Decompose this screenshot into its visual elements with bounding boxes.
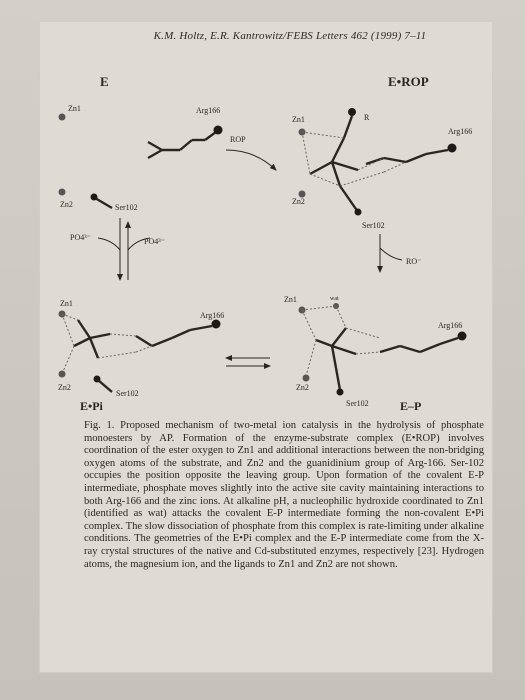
arg166-end-atom-e xyxy=(214,126,223,135)
r-group-label: R xyxy=(364,113,370,122)
zn2-atom-epi xyxy=(59,371,66,378)
po4-left-branch xyxy=(98,238,120,250)
zn2-atom-erop xyxy=(299,191,306,198)
arg166-end-atom-ep xyxy=(458,332,467,341)
ser102-oxygen-erop xyxy=(355,209,362,216)
running-head: K.M. Holtz, E.R. Kantrowitz/FEBS Letters 462 (1999) 7–11 xyxy=(153,30,427,42)
rop-label: ROP xyxy=(230,135,246,144)
zn2-atom-ep xyxy=(303,375,310,382)
state-label-ep: E–P xyxy=(400,399,422,413)
ser102-bond-epi xyxy=(98,380,112,392)
ro-release-arrow-branch xyxy=(380,248,402,260)
zn2-label-epi: Zn2 xyxy=(58,383,71,392)
phosphate-epi xyxy=(74,320,212,358)
zn2-label-ep: Zn2 xyxy=(296,383,309,392)
wat-label: wat xyxy=(330,296,339,302)
zn1-label-ep: Zn1 xyxy=(284,295,297,304)
arg166-label-ep: Arg166 xyxy=(438,321,463,330)
ser102-label-e: Ser102 xyxy=(115,203,138,212)
rop-binding-arrow xyxy=(226,150,276,170)
hbond-network-ep xyxy=(302,306,380,376)
ser102-oxygen-ep xyxy=(337,389,344,396)
ser102-label-ep: Ser102 xyxy=(346,399,369,408)
state-label-erop: E•ROP xyxy=(388,74,429,89)
arg166-label-erop: Arg166 xyxy=(448,127,473,136)
substrate-rop xyxy=(310,116,448,186)
mechanism-figure xyxy=(40,62,492,432)
phosphoserine-ep xyxy=(316,328,458,390)
r-group-atom xyxy=(348,108,356,116)
zn1-label-erop: Zn1 xyxy=(292,115,305,124)
zn1-atom-e xyxy=(59,114,66,121)
zn2-label-e: Zn2 xyxy=(60,200,73,209)
state-label-e: E xyxy=(100,74,109,89)
ser102-oxygen-epi xyxy=(94,376,101,383)
state-label-epi: E•Pi xyxy=(80,399,103,413)
zn1-label-epi: Zn1 xyxy=(60,299,73,308)
arg166-label-epi: Arg166 xyxy=(200,311,225,320)
zn2-label-erop: Zn2 xyxy=(292,197,305,206)
ser102-bond-erop xyxy=(340,186,358,212)
po4-right-label: PO4³⁻ xyxy=(144,237,165,246)
ro-label: RO⁻ xyxy=(406,257,422,266)
arg166-label-e: Arg166 xyxy=(196,106,221,115)
arg166-end-atom-epi xyxy=(212,320,221,329)
ser102-oxygen-e xyxy=(91,194,98,201)
zn2-atom-e xyxy=(59,189,66,196)
ser102-bond-e xyxy=(95,198,112,208)
journal-page xyxy=(40,22,492,672)
po4-left-label: PO4³⁻ xyxy=(70,233,91,242)
figure-caption: Fig. 1. Proposed mechanism of two-metal ion catalysis in the hydrolysis of phosphate monoesters by AP. Formation of the enzyme-substrate complex (E•ROP) involves coordination of the ester oxygen to Zn1 and additional interactions between the non-bridging oxygen atoms of the substrate, and Zn2 and the guanidinium group of Arg-166. Ser-102 occupies the position opposite the leaving group. Upon formation of the covalent E-P intermediate, phosphate moves slightly into the active site cavity maintaining interactions to both Arg-166 and the zinc ions. At alkaline pH, a nucleophilic hydroxide coordinated to Zn1 (identified as wat) attacks the covalent E-P intermediate forming the non-covalent E•Pi complex. The slow dissociation of phosphate from this complex is rate-limiting under alkaline conditions. The geometries of the E•Pi complex and the E-P intermediate come from the X-ray crystal structures of the native and Cd-substituted enzymes, respectively [23]. Hydrogen atoms, the magnesium ion, and the ligands to Zn1 and Zn2 are not shown. xyxy=(84,420,484,570)
zn1-label-e: Zn1 xyxy=(68,104,81,113)
arg166-end-atom-erop xyxy=(448,144,457,153)
arg166-sidechain-e xyxy=(148,132,216,158)
ser102-label-erop: Ser102 xyxy=(362,221,385,230)
mechanism-diagram xyxy=(40,62,492,432)
ser102-label-epi: Ser102 xyxy=(116,389,139,398)
